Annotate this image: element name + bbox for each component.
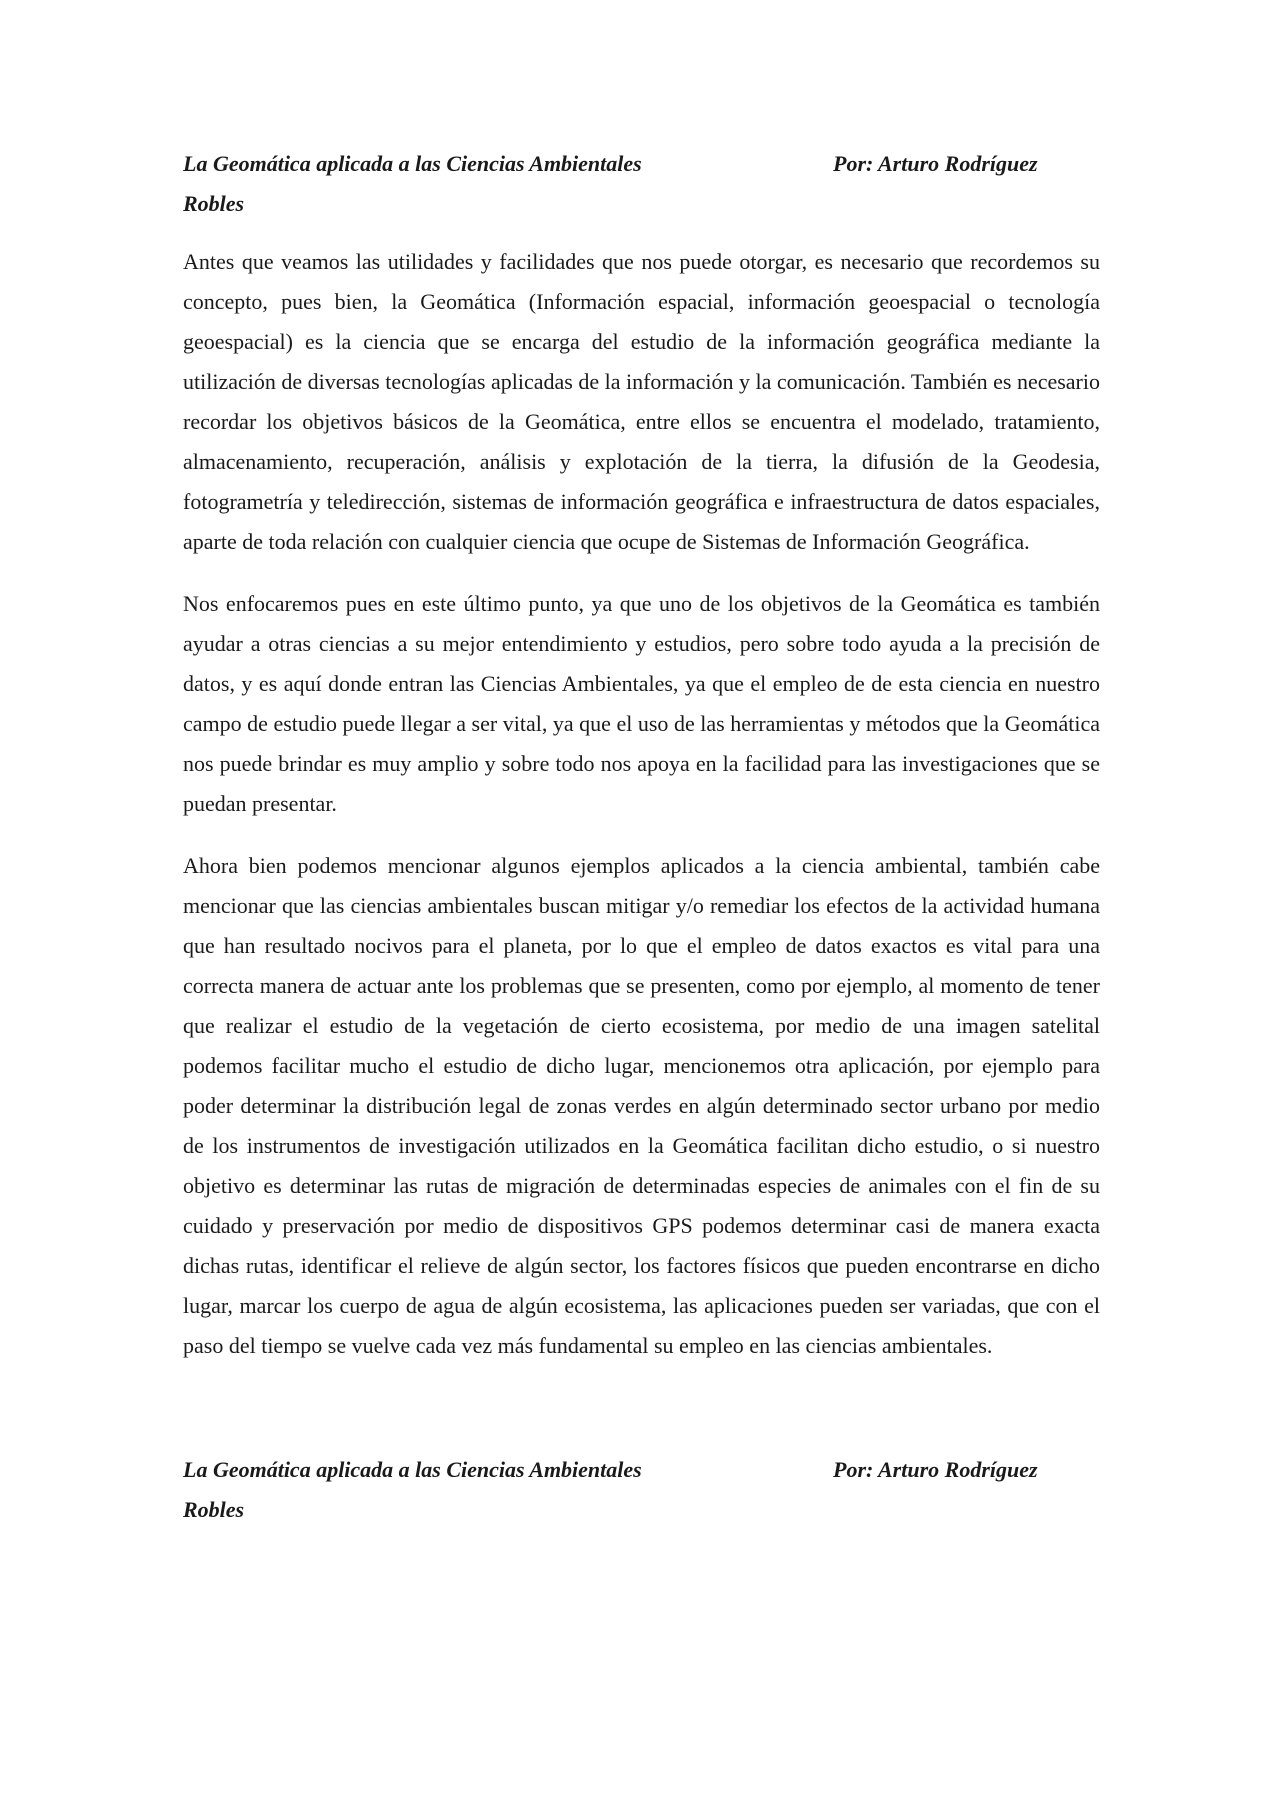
repeated-title: La Geomática aplicada a las Ciencias Ambientales <box>183 1457 642 1482</box>
repeated-author: Por: Arturo Rodríguez Robles <box>183 1457 1038 1522</box>
body-paragraph-1: Antes que veamos las utilidades y facilidades que nos puede otorgar, es necesario que recordemos su concepto, pues bien, la Geomática (Información espacial, información geoespacial o tecnología geoespacial) es la ciencia que se encarga del estudio de la información geográfica mediante la utilización de diversas tecnologías aplicadas de la información y la comunicación. También es necesario recordar los objetivos básicos de la Geomática, entre ellos se encuentra el modelado, tratamiento, almacenamiento, recuperación, análisis y explotación de la tierra, la difusión de la Geodesia, fotogrametría y teledirección, sistemas de información geográfica e infraestructura de datos espaciales, aparte de toda relación con cualquier ciencia que ocupe de Sistemas de Información Geográfica. <box>183 249 1100 554</box>
repeated-heading <box>183 1450 1100 1530</box>
document-page <box>183 144 1100 1530</box>
document-title: La Geomática aplicada a las Ciencias Ambientales <box>183 151 642 176</box>
body-paragraph-3: Ahora bien podemos mencionar algunos ejemplos aplicados a la ciencia ambiental, también cabe mencionar que las ciencias ambientales buscan mitigar y/o remediar los efectos de la actividad humana que han resultado nocivos para el planeta, por lo que el empleo de datos exactos es vital para una correcta manera de actuar ante los problemas que se presenten, como por ejemplo, al momento de tener que realizar el estudio de la vegetación de cierto ecosistema, por medio de una imagen satelital podemos facilitar mucho el estudio de dicho lugar, mencionemos otra aplicación, por ejemplo para poder determinar la distribución legal de zonas verdes en algún determinado sector urbano por medio de los instrumentos de investigación utilizados en la Geomática facilitan dicho estudio, o si nuestro objetivo es determinar las rutas de migración de determinadas especies de animales con el fin de su cuidado y preservación por medio de dispositivos GPS podemos determinar casi de manera exacta dichas rutas, identificar el relieve de algún sector, los factores físicos que pueden encontrarse en dicho lugar, marcar los cuerpo de agua de algún ecosistema, las aplicaciones pueden ser variadas, que con el paso del tiempo se vuelve cada vez más fundamental su empleo en las ciencias ambientales. <box>183 853 1100 1358</box>
document-heading <box>183 144 1100 224</box>
document-author: Por: Arturo Rodríguez Robles <box>183 151 1038 216</box>
body-paragraph-2: Nos enfocaremos pues en este último punto, ya que uno de los objetivos de la Geomática es también ayudar a otras ciencias a su mejor entendimiento y estudios, pero sobre todo ayuda a la precisión de datos, y es aquí donde entran las Ciencias Ambientales, ya que el empleo de de esta ciencia en nuestro campo de estudio puede llegar a ser vital, ya que el uso de las herramientas y métodos que la Geomática nos puede brindar es muy amplio y sobre todo nos apoya en la facilidad para las investigaciones que se puedan presentar. <box>183 591 1100 816</box>
